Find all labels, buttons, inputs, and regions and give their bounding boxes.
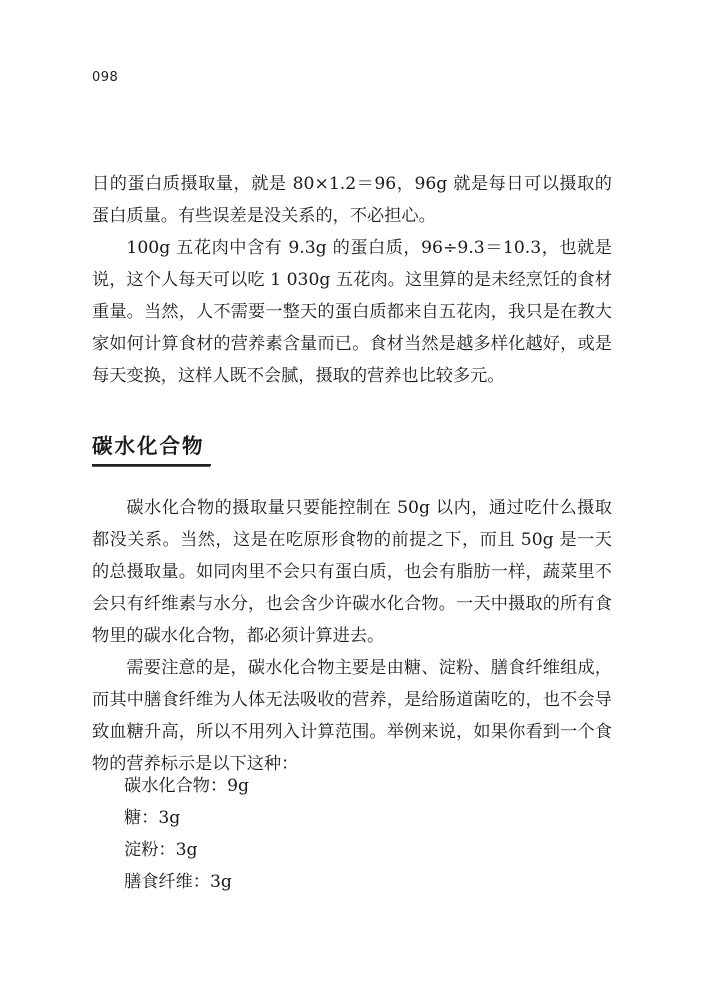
nutrition-item-fiber: 膳食纤维：3g bbox=[124, 872, 232, 892]
nutrition-item-sugar: 糖：3g bbox=[124, 808, 181, 828]
nutrition-item-carbohydrate: 碳水化合物：9g bbox=[124, 776, 250, 796]
paragraph-carb-limit: 碳水化合物的摄取量只要能控制在 50g 以内，通过吃什么摄取都没关系。当然，这是在吃原形食物的前提之下，而且 50g 是一天的总摄取量。如同肉里不会只有蛋白质，也会有脂肪一样，蔬菜里不会只有纤维素与水分，也会含少许碳水化合物。一天中摄取的所有食物里的碳水化合物，都必须计算进去。 bbox=[92, 498, 612, 646]
nutrition-label-list bbox=[124, 770, 249, 898]
section-protein-continued bbox=[92, 168, 612, 392]
heading-underline bbox=[92, 466, 210, 467]
section-heading-carbohydrates: 碳水化合物 bbox=[92, 432, 211, 466]
nutrition-item-starch: 淀粉：3g bbox=[124, 840, 198, 860]
paragraph-protein-intake: 日的蛋白质摄取量，就是 80×1.2＝96，96g 就是每日可以摄取的蛋白质量。有些误差是没关系的，不必担心。 bbox=[92, 174, 612, 226]
paragraph-carb-composition: 需要注意的是，碳水化合物主要是由糖、淀粉、膳食纤维组成，而其中膳食纤维为人体无法吸收的营养，是给肠道菌吃的，也不会导致血糖升高，所以不用列入计算范围。举例来说，如果你看到一个食物的营养标示是以下这种： bbox=[92, 658, 612, 774]
page-number: 098 bbox=[92, 70, 119, 85]
section-carbohydrates bbox=[92, 492, 612, 780]
paragraph-pork-belly-example: 100g 五花肉中含有 9.3g 的蛋白质，96÷9.3＝10.3，也就是说，这个人每天可以吃 1 030g 五花肉。这里算的是未经烹饪的食材重量。当然，人不需要一整天的蛋白质都来自五花肉，我只是在教大家如何计算食材的营养素含量而已。食材当然是越多样化越好，或是每天变换，这样人既不会腻，摄取的营养也比较多元。 bbox=[92, 238, 612, 386]
